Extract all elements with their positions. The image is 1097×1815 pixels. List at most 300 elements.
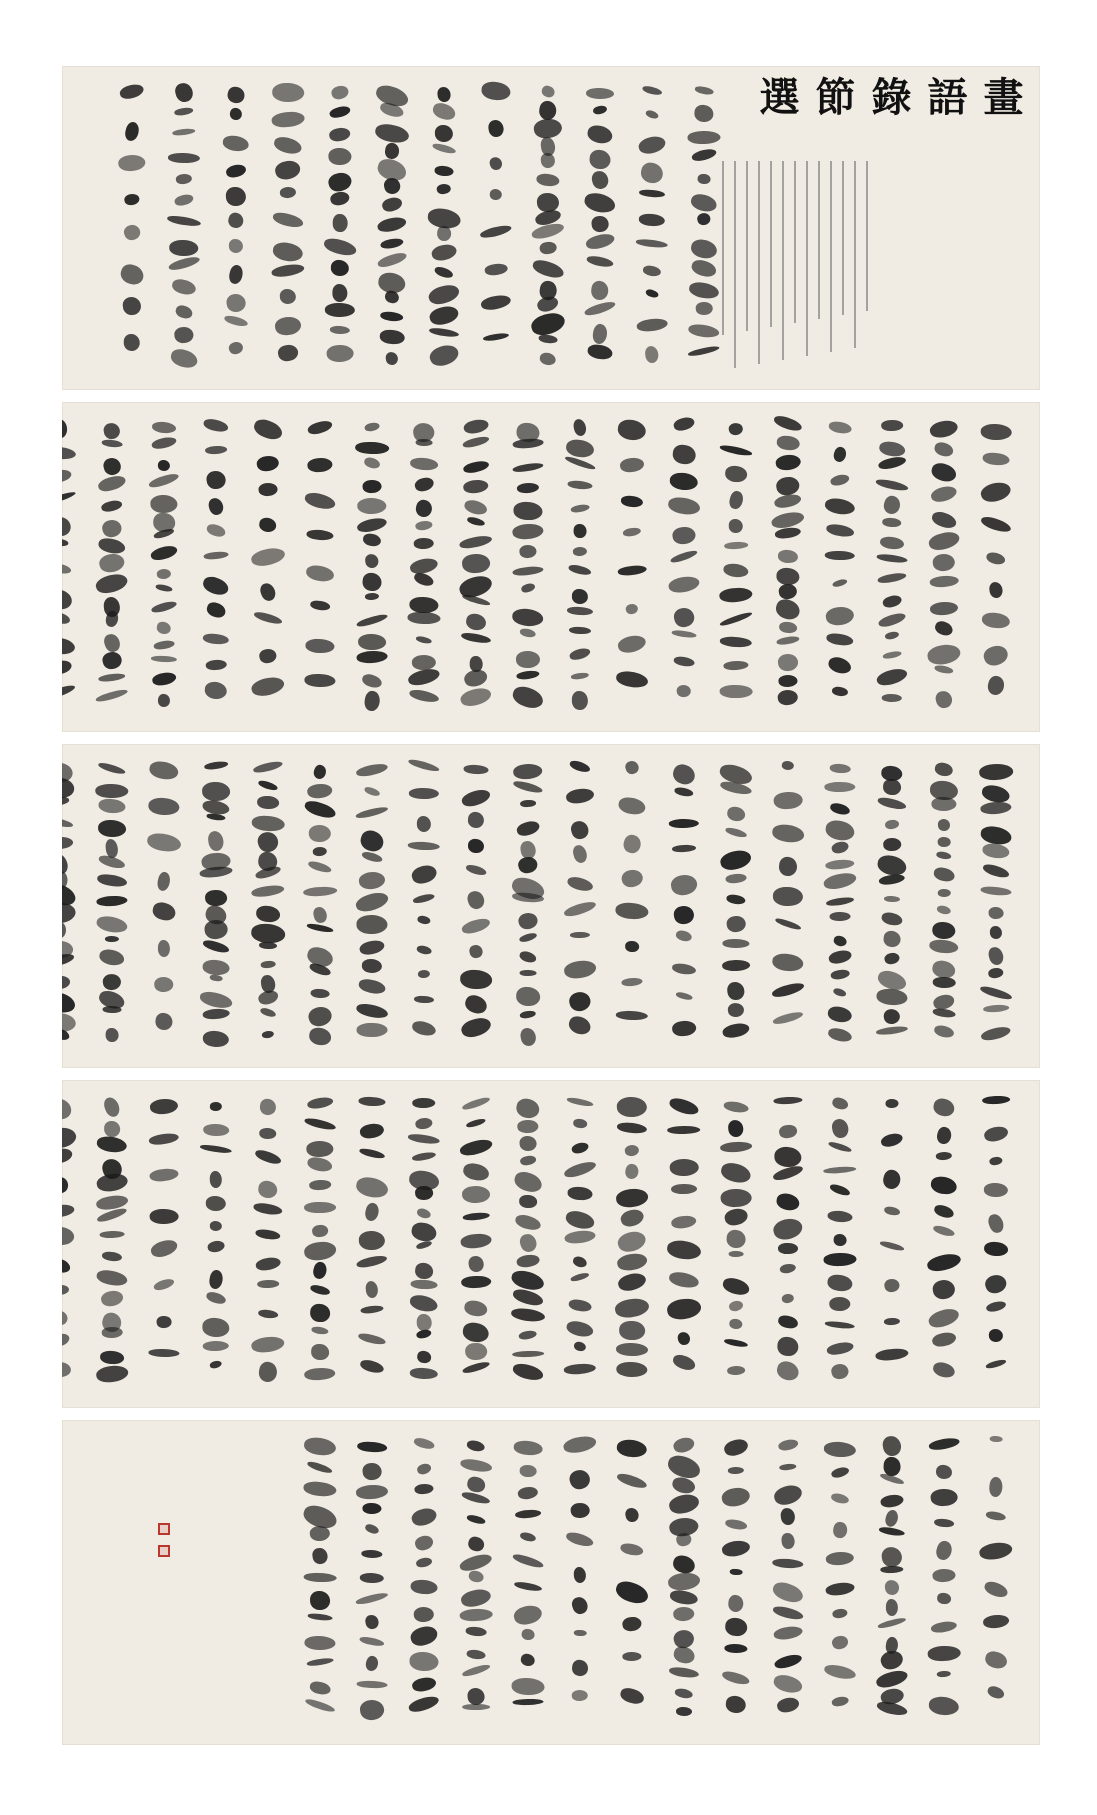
- brush-stroke: [158, 940, 170, 957]
- brush-stroke: [566, 875, 594, 893]
- brush-stroke: [563, 899, 597, 919]
- brush-stroke: [205, 445, 227, 454]
- brush-stroke: [148, 1132, 180, 1147]
- brush-stroke: [617, 419, 647, 442]
- brush-stroke: [567, 606, 593, 615]
- brush-stroke: [932, 1224, 955, 1237]
- brush-stroke: [513, 502, 543, 521]
- brush-stroke: [416, 1462, 432, 1476]
- brush-stroke: [926, 642, 962, 667]
- brush-stroke: [617, 1097, 648, 1118]
- brush-stroke: [934, 762, 954, 778]
- brush-stroke: [258, 482, 278, 497]
- brush-stroke: [933, 619, 955, 638]
- text-column: [163, 76, 205, 380]
- brush-stroke: [983, 1272, 1009, 1296]
- brush-stroke: [876, 553, 907, 563]
- brush-stroke: [98, 551, 126, 574]
- brush-stroke: [697, 174, 710, 185]
- brush-stroke: [565, 1319, 594, 1338]
- brush-stroke: [359, 1230, 386, 1250]
- brush-stroke: [571, 1689, 588, 1701]
- brush-stroke: [363, 1201, 380, 1222]
- text-column: [559, 412, 601, 722]
- brush-stroke: [875, 477, 909, 491]
- brush-stroke: [827, 1026, 853, 1043]
- brush-stroke: [381, 196, 404, 215]
- brush-stroke: [586, 87, 614, 98]
- brush-stroke: [62, 975, 71, 991]
- brush-stroke: [696, 212, 712, 227]
- brush-stroke: [829, 801, 851, 816]
- brush-stroke: [569, 759, 592, 774]
- brush-stroke: [771, 1215, 804, 1242]
- brush-stroke: [620, 867, 644, 888]
- brush-stroke: [466, 1475, 486, 1494]
- brush-stroke: [563, 958, 597, 980]
- brush-stroke: [250, 545, 287, 568]
- brush-stroke: [927, 529, 961, 553]
- brush-stroke: [303, 886, 337, 897]
- brush-stroke: [883, 931, 902, 949]
- text-column: [923, 1430, 965, 1735]
- brush-stroke: [539, 241, 557, 256]
- brush-stroke: [825, 1551, 854, 1566]
- brush-stroke: [100, 1289, 125, 1308]
- brush-stroke: [671, 1353, 697, 1373]
- brush-stroke: [468, 1570, 484, 1584]
- brush-stroke: [675, 929, 693, 943]
- brush-stroke: [564, 455, 596, 471]
- brush-stroke: [567, 989, 592, 1013]
- brush-stroke: [586, 255, 614, 268]
- brush-stroke: [722, 960, 750, 972]
- brush-stroke: [326, 170, 353, 194]
- brush-stroke: [62, 561, 72, 575]
- brush-stroke: [932, 1360, 957, 1379]
- brush-stroke: [877, 1616, 907, 1630]
- brush-stroke: [306, 1004, 333, 1028]
- brush-stroke: [932, 922, 956, 939]
- brush-stroke: [688, 281, 720, 301]
- brush-stroke: [62, 489, 77, 505]
- brush-stroke: [723, 1100, 749, 1113]
- brush-stroke: [876, 988, 908, 1006]
- brush-stroke: [62, 1203, 75, 1219]
- brush-stroke: [151, 656, 177, 663]
- brush-stroke: [311, 1326, 329, 1335]
- brush-stroke: [360, 1305, 384, 1315]
- brush-stroke: [984, 1183, 1008, 1197]
- brush-stroke: [772, 414, 803, 434]
- brush-stroke: [782, 761, 795, 770]
- brush-stroke: [413, 571, 436, 588]
- brush-stroke: [102, 1251, 123, 1262]
- brush-stroke: [670, 549, 699, 565]
- brush-stroke: [676, 1707, 692, 1716]
- brush-stroke: [307, 1095, 334, 1109]
- brush-stroke: [97, 537, 127, 556]
- small-note: [720, 161, 870, 390]
- brush-stroke: [515, 1097, 541, 1120]
- brush-stroke: [669, 1666, 700, 1679]
- brush-stroke: [463, 764, 488, 774]
- brush-stroke: [358, 828, 386, 854]
- brush-stroke: [272, 241, 305, 263]
- brush-stroke: [539, 351, 557, 366]
- small-note-line: [780, 161, 786, 360]
- brush-stroke: [205, 522, 226, 538]
- brush-stroke: [822, 871, 857, 893]
- brush-stroke: [878, 873, 905, 887]
- brush-stroke: [728, 1119, 745, 1137]
- brush-stroke: [414, 1483, 434, 1495]
- brush-stroke: [928, 1436, 960, 1451]
- brush-stroke: [356, 914, 388, 934]
- brush-stroke: [412, 1098, 436, 1109]
- brush-stroke: [202, 1317, 230, 1337]
- text-column: [663, 1090, 705, 1398]
- brush-stroke: [355, 1002, 388, 1020]
- brush-stroke: [148, 797, 180, 816]
- brush-stroke: [517, 911, 539, 931]
- brush-stroke: [257, 1361, 278, 1384]
- brush-stroke: [829, 1183, 852, 1198]
- brush-stroke: [516, 650, 541, 668]
- brush-stroke: [361, 1550, 383, 1558]
- brush-stroke: [982, 1614, 1009, 1630]
- brush-stroke: [102, 972, 123, 991]
- brush-stroke: [674, 787, 694, 798]
- brush-stroke: [359, 1358, 385, 1374]
- brush-stroke: [62, 795, 70, 806]
- small-note-line: [828, 161, 834, 352]
- brush-stroke: [825, 523, 854, 539]
- brush-stroke: [415, 1185, 434, 1201]
- brush-stroke: [169, 240, 199, 256]
- brush-stroke: [587, 343, 614, 361]
- brush-stroke: [463, 499, 489, 517]
- brush-stroke: [62, 1227, 74, 1246]
- brush-stroke: [437, 87, 451, 103]
- brush-stroke: [927, 1306, 962, 1332]
- brush-stroke: [883, 837, 902, 851]
- brush-stroke: [98, 820, 126, 837]
- brush-stroke: [414, 498, 434, 518]
- brush-stroke: [102, 421, 121, 440]
- brush-stroke: [309, 1179, 331, 1191]
- brush-stroke: [124, 334, 141, 351]
- brush-stroke: [513, 780, 544, 795]
- brush-stroke: [310, 989, 329, 999]
- brush-stroke: [173, 81, 194, 104]
- text-column: [663, 754, 705, 1058]
- brush-stroke: [226, 187, 247, 207]
- brush-stroke: [638, 214, 665, 228]
- brush-stroke: [156, 871, 172, 893]
- brush-stroke: [256, 454, 281, 473]
- brush-stroke: [359, 1121, 385, 1140]
- brush-stroke: [619, 1207, 645, 1229]
- brush-stroke: [384, 142, 400, 160]
- text-column: [871, 754, 913, 1058]
- brush-stroke: [417, 915, 431, 925]
- brush-stroke: [459, 685, 493, 709]
- brush-stroke: [773, 492, 802, 510]
- brush-stroke: [312, 846, 327, 857]
- brush-stroke: [434, 165, 454, 176]
- small-note-line: [768, 161, 774, 327]
- brush-stroke: [208, 1269, 224, 1290]
- brush-stroke: [203, 1124, 229, 1136]
- brush-stroke: [149, 1237, 179, 1260]
- brush-stroke: [172, 128, 196, 137]
- brush-stroke: [614, 1297, 651, 1321]
- brush-stroke: [613, 1578, 650, 1607]
- brush-stroke: [355, 1591, 389, 1606]
- brush-stroke: [202, 633, 229, 646]
- brush-stroke: [833, 935, 847, 947]
- brush-stroke: [202, 799, 231, 816]
- brush-stroke: [174, 107, 194, 117]
- brush-stroke: [935, 1464, 952, 1479]
- brush-stroke: [376, 250, 407, 270]
- brush-stroke: [203, 550, 228, 560]
- brush-stroke: [772, 1604, 804, 1621]
- text-column: [923, 412, 965, 722]
- brush-stroke: [828, 1141, 853, 1154]
- brush-stroke: [257, 1179, 279, 1199]
- brush-stroke: [530, 221, 565, 242]
- brush-stroke: [62, 538, 69, 547]
- brush-stroke: [877, 571, 907, 584]
- brush-stroke: [204, 681, 228, 700]
- brush-stroke: [356, 1022, 387, 1037]
- brush-stroke: [518, 950, 537, 964]
- brush-stroke: [884, 819, 899, 830]
- brush-stroke: [671, 1184, 697, 1195]
- brush-stroke: [62, 637, 76, 656]
- brush-stroke: [621, 833, 642, 856]
- text-column: [559, 754, 601, 1058]
- brush-stroke: [307, 860, 333, 875]
- brush-stroke: [410, 1368, 439, 1380]
- brush-stroke: [826, 1340, 854, 1357]
- brush-stroke: [304, 1636, 335, 1650]
- brush-stroke: [774, 916, 801, 931]
- brush-stroke: [574, 1630, 587, 1637]
- brush-stroke: [467, 1688, 485, 1706]
- brush-stroke: [771, 980, 805, 999]
- brush-stroke: [883, 1508, 900, 1528]
- brush-stroke: [688, 323, 721, 339]
- brush-stroke: [671, 630, 696, 639]
- brush-stroke: [573, 1567, 586, 1583]
- brush-stroke: [986, 1212, 1005, 1235]
- brush-stroke: [775, 1358, 802, 1382]
- brush-stroke: [728, 1300, 744, 1313]
- brush-stroke: [625, 940, 639, 951]
- brush-stroke: [668, 1270, 700, 1290]
- brush-stroke: [778, 1124, 798, 1141]
- brush-stroke: [251, 417, 284, 443]
- brush-stroke: [639, 189, 665, 198]
- brush-stroke: [778, 1243, 798, 1255]
- brush-stroke: [62, 778, 74, 799]
- brush-stroke: [463, 993, 489, 1017]
- text-column: [351, 1430, 393, 1735]
- brush-stroke: [512, 1699, 543, 1706]
- brush-stroke: [322, 236, 357, 258]
- brush-stroke: [781, 1293, 795, 1304]
- brush-stroke: [570, 504, 590, 515]
- brush-stroke: [62, 1256, 72, 1275]
- text-column: [871, 412, 913, 722]
- brush-stroke: [225, 162, 247, 179]
- brush-stroke: [355, 441, 389, 454]
- brush-stroke: [512, 1351, 544, 1358]
- brush-stroke: [428, 303, 460, 327]
- brush-stroke: [617, 564, 646, 577]
- brush-stroke: [102, 456, 123, 477]
- brush-stroke: [279, 186, 296, 198]
- brush-stroke: [95, 1363, 128, 1383]
- brush-stroke: [363, 690, 381, 712]
- brush-stroke: [330, 326, 351, 335]
- small-note-line: [864, 161, 870, 311]
- brush-stroke: [431, 101, 457, 123]
- brush-stroke: [380, 237, 404, 250]
- text-column: [975, 412, 1017, 722]
- brush-stroke: [408, 842, 441, 851]
- text-column: [715, 412, 757, 722]
- brush-stroke: [363, 456, 381, 470]
- brush-stroke: [512, 522, 545, 540]
- text-column: [923, 754, 965, 1058]
- text-column: [91, 412, 133, 722]
- brush-stroke: [202, 938, 230, 954]
- brush-stroke: [62, 1125, 77, 1150]
- brush-stroke: [878, 1648, 905, 1672]
- brush-stroke: [619, 456, 645, 474]
- brush-stroke: [721, 1021, 750, 1040]
- brush-stroke: [205, 469, 226, 489]
- brush-stroke: [666, 1239, 702, 1261]
- brush-stroke: [362, 572, 383, 592]
- brush-stroke: [590, 170, 609, 191]
- text-column: [351, 1090, 393, 1398]
- brush-stroke: [433, 265, 454, 280]
- brush-stroke: [413, 537, 434, 550]
- brush-stroke: [642, 85, 663, 96]
- brush-stroke: [881, 419, 903, 431]
- text-columns: [62, 1090, 1022, 1398]
- brush-stroke: [932, 1568, 956, 1583]
- brush-stroke: [427, 282, 462, 308]
- brush-stroke: [152, 421, 177, 433]
- brush-stroke: [355, 1484, 388, 1500]
- text-columns: [106, 76, 730, 380]
- brush-stroke: [876, 1025, 909, 1036]
- brush-stroke: [983, 1124, 1009, 1143]
- text-columns: [62, 754, 1022, 1058]
- brush-stroke: [308, 824, 331, 842]
- brush-stroke: [102, 1095, 122, 1118]
- brush-stroke: [687, 130, 720, 144]
- brush-stroke: [583, 190, 617, 214]
- brush-stroke: [829, 763, 850, 773]
- brush-stroke: [724, 1338, 749, 1348]
- brush-stroke: [667, 1126, 701, 1135]
- brush-stroke: [312, 764, 328, 781]
- brush-stroke: [721, 1669, 751, 1686]
- brush-stroke: [94, 570, 130, 596]
- brush-stroke: [828, 420, 852, 434]
- brush-stroke: [933, 440, 955, 458]
- brush-stroke: [624, 1163, 640, 1181]
- text-column: [975, 1430, 1017, 1735]
- scroll-panel-4: [62, 1080, 1040, 1408]
- brush-stroke: [982, 1095, 1010, 1104]
- brush-stroke: [519, 1027, 537, 1047]
- brush-stroke: [985, 1300, 1006, 1314]
- brush-stroke: [202, 959, 230, 975]
- brush-stroke: [884, 1206, 901, 1217]
- brush-stroke: [511, 1307, 546, 1322]
- brush-stroke: [825, 1321, 856, 1330]
- brush-stroke: [303, 799, 337, 821]
- brush-stroke: [271, 110, 305, 129]
- brush-stroke: [364, 1614, 379, 1631]
- brush-stroke: [222, 135, 250, 153]
- brush-stroke: [253, 610, 283, 625]
- brush-stroke: [779, 621, 798, 634]
- text-column: [819, 412, 861, 722]
- brush-stroke: [669, 472, 699, 491]
- brush-stroke: [695, 301, 713, 315]
- brush-stroke: [153, 640, 175, 651]
- brush-stroke: [929, 939, 959, 955]
- brush-stroke: [207, 1240, 226, 1254]
- brush-stroke: [880, 1565, 904, 1573]
- brush-stroke: [518, 1232, 538, 1253]
- brush-stroke: [928, 418, 959, 440]
- brush-stroke: [726, 894, 746, 906]
- text-column: [663, 1430, 705, 1735]
- brush-stroke: [251, 815, 284, 832]
- brush-stroke: [930, 1175, 959, 1196]
- brush-stroke: [462, 1211, 489, 1220]
- small-note-line: [732, 161, 738, 368]
- brush-stroke: [210, 1171, 222, 1188]
- brush-stroke: [672, 606, 696, 629]
- brush-stroke: [417, 816, 431, 832]
- scroll-panel-1: [62, 66, 1040, 390]
- brush-stroke: [430, 242, 458, 263]
- brush-stroke: [673, 905, 696, 926]
- brush-stroke: [980, 886, 1011, 897]
- text-column: [975, 754, 1017, 1058]
- text-column: [143, 754, 185, 1058]
- brush-stroke: [154, 977, 174, 993]
- brush-stroke: [273, 158, 302, 182]
- brush-stroke: [827, 655, 853, 675]
- brush-stroke: [258, 517, 277, 533]
- brush-stroke: [461, 1322, 490, 1345]
- brush-stroke: [463, 418, 490, 436]
- brush-stroke: [303, 1239, 337, 1262]
- brush-stroke: [416, 1208, 432, 1221]
